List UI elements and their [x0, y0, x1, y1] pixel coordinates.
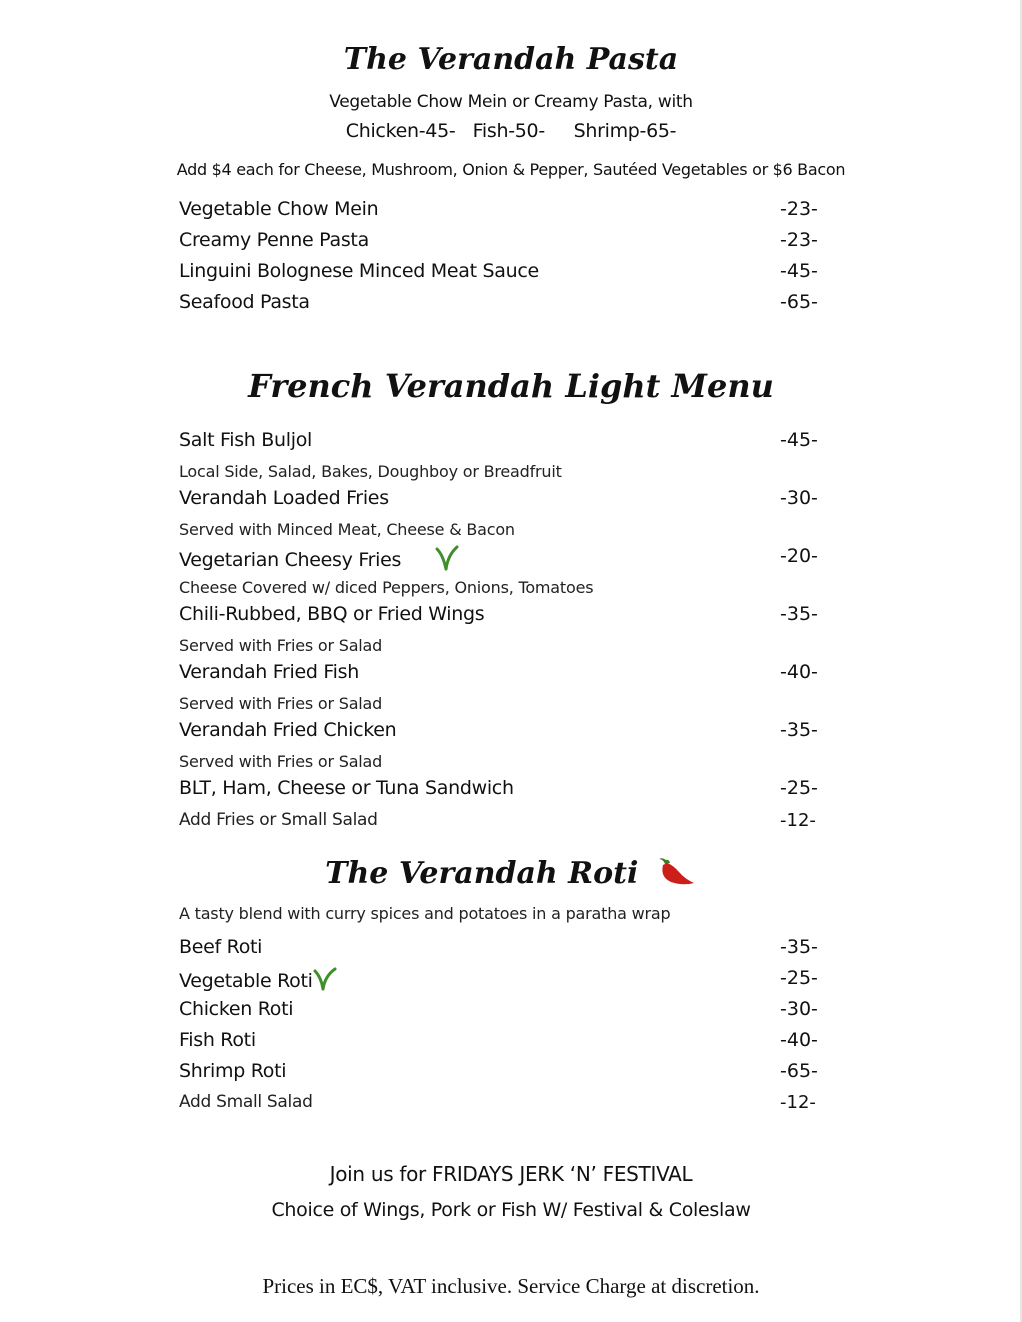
menu-item	[179, 198, 829, 226]
item-name: Verandah Fried Chicken	[179, 719, 397, 741]
menu-extra	[179, 1092, 829, 1120]
item-price: -45-	[780, 429, 818, 451]
vegetarian-leaf-icon	[313, 967, 337, 996]
pasta-addons: Add $4 each for Cheese, Mushroom, Onion & Pepper, Sautéed Vegetables or $6 Bacon	[176, 160, 846, 179]
item-name: Creamy Penne Pasta	[179, 229, 369, 251]
item-price: -65-	[780, 291, 818, 313]
menu-item	[179, 936, 829, 964]
item-price: -45-	[780, 260, 818, 282]
item-name	[179, 967, 337, 996]
menu-item	[179, 777, 829, 805]
vegetarian-leaf-icon	[435, 545, 459, 576]
item-name: Linguini Bolognese Minced Meat Sauce	[179, 260, 539, 282]
item-name: Vegetable Chow Mein	[179, 198, 379, 220]
item-description: Served with Minced Meat, Cheese & Bacon	[179, 520, 515, 539]
item-price: -20-	[780, 545, 818, 567]
extra-name: Add Small Salad	[179, 1092, 313, 1112]
promo-line-1: Join us for FRIDAYS JERK ‘N’ FESTIVAL	[329, 1162, 693, 1186]
item-price: -35-	[780, 719, 818, 741]
roti-description: A tasty blend with curry spices and potatoes in a paratha wrap	[179, 904, 671, 923]
item-description: Local Side, Salad, Bakes, Doughboy or Breadfruit	[179, 462, 562, 481]
item-description: Served with Fries or Salad	[179, 752, 383, 771]
item-name: Salt Fish Buljol	[179, 429, 313, 451]
menu-item	[179, 998, 829, 1026]
menu-item	[179, 603, 829, 631]
menu-item	[179, 719, 829, 747]
item-price: -30-	[780, 487, 818, 509]
menu-item	[179, 545, 829, 573]
item-price: -25-	[780, 967, 818, 989]
menu-item	[179, 661, 829, 689]
item-name: Verandah Fried Fish	[179, 661, 359, 683]
item-price: -30-	[780, 998, 818, 1020]
item-price: -40-	[780, 661, 818, 683]
item-price: -35-	[780, 603, 818, 625]
item-name: Chicken Roti	[179, 998, 294, 1020]
item-name: Chili-Rubbed, BBQ or Fried Wings	[179, 603, 485, 625]
item-price: -23-	[780, 229, 818, 251]
menu-item	[179, 429, 829, 457]
item-name: Shrimp Roti	[179, 1060, 287, 1082]
promo-line-2: Choice of Wings, Pork or Fish W/ Festival & Coleslaw	[271, 1199, 751, 1221]
menu-item	[179, 291, 829, 319]
item-description: Cheese Covered w/ diced Peppers, Onions, Tomatoes	[179, 578, 594, 597]
item-name: BLT, Ham, Cheese or Tuna Sandwich	[179, 777, 514, 799]
price-disclaimer: Prices in EC$, VAT inclusive. Service Charge at discretion.	[262, 1274, 760, 1298]
item-name: Beef Roti	[179, 936, 263, 958]
menu-extra	[179, 810, 829, 838]
menu-item	[179, 487, 829, 515]
item-price: -40-	[780, 1029, 818, 1051]
item-price: -23-	[780, 198, 818, 220]
item-description: Served with Fries or Salad	[179, 694, 383, 713]
extra-price: -12-	[780, 810, 816, 831]
pasta-subtitle: Vegetable Chow Mein or Creamy Pasta, with	[329, 92, 693, 112]
menu-item	[179, 1060, 829, 1088]
item-name: Seafood Pasta	[179, 291, 310, 313]
menu-item	[179, 260, 829, 288]
item-name: Fish Roti	[179, 1029, 256, 1051]
roti-title: The Verandah Roti	[325, 856, 639, 891]
item-price: -25-	[780, 777, 818, 799]
pasta-title: The Verandah Pasta	[343, 42, 679, 77]
item-description: Served with Fries or Salad	[179, 636, 383, 655]
item-name	[179, 545, 459, 576]
item-price: -65-	[780, 1060, 818, 1082]
extra-name: Add Fries or Small Salad	[179, 810, 378, 830]
chili-pepper-icon	[657, 855, 697, 895]
light-menu-title: French Verandah Light Menu	[248, 367, 774, 405]
item-name-text: Vegetarian Cheesy Fries	[179, 549, 402, 571]
item-price: -35-	[780, 936, 818, 958]
extra-price: -12-	[780, 1092, 816, 1113]
menu-item	[179, 229, 829, 257]
item-name: Verandah Loaded Fries	[179, 487, 389, 509]
pasta-protein-options: Chicken-45- Fish-50- Shrimp-65-	[345, 120, 677, 142]
item-name-text: Vegetable Roti	[179, 970, 313, 992]
menu-item	[179, 967, 829, 995]
roti-title-wrap	[0, 855, 1022, 895]
menu-item	[179, 1029, 829, 1057]
